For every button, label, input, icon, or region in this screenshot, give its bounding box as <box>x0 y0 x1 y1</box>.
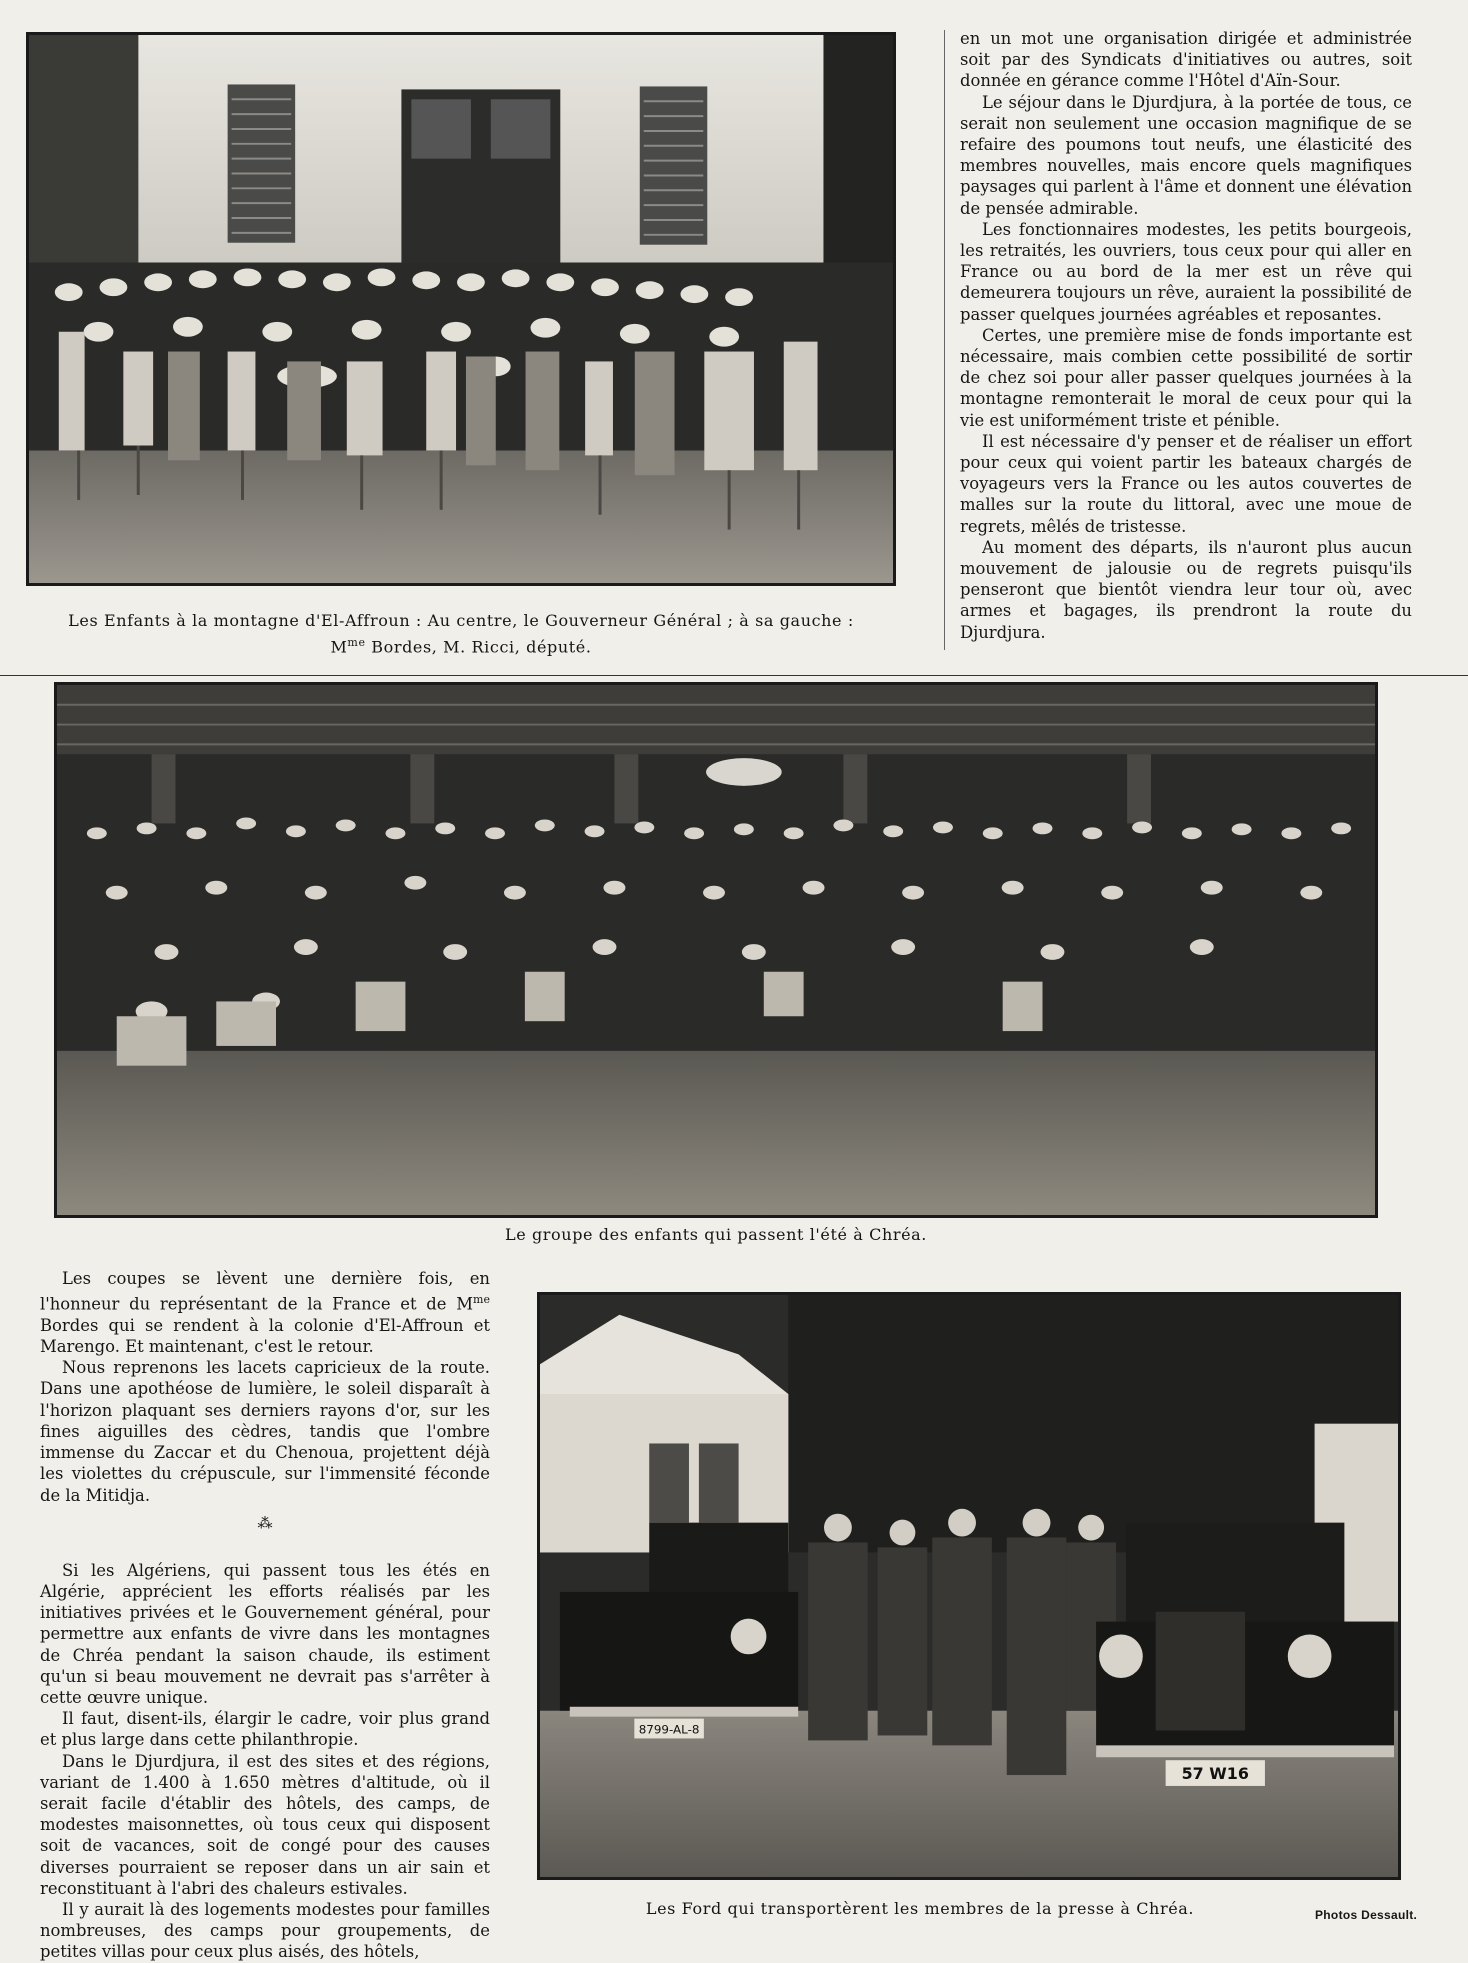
left-paragraph-5: Dans le Djurdjura, il est des sites et des régions, variant de 1.400 à 1.650 mètres d'altitude, où il serait facile d'établir des hôtels, des camps, de modestes maisonnettes, où tous ceux qui disposent soit de vacances, soit de congé pour des causes diverses pourraient se reposer dans un air sain et reconstituant à l'abri des chaleurs estivales. <box>40 1751 490 1898</box>
caption-top-mme-prefix: M <box>330 637 348 657</box>
photo-credit: Photos Dessault. <box>1315 1908 1418 1922</box>
section-rule-top <box>0 675 1468 676</box>
plate-left: 8799-AL-8 <box>638 1722 700 1737</box>
caption-top-line-2 <box>26 632 896 658</box>
caption-top-mme-sup: me <box>347 636 366 649</box>
right-paragraph-1: en un mot une organisation dirigée et administrée soit par des Syndicats d'initiatives ou autres, soit donnée en gérance comme l'Hôtel d'Aïn-Sour. <box>960 29 1412 91</box>
photo-children-el-affroun <box>26 32 896 586</box>
left-paragraph-1-sup: me <box>473 1293 490 1307</box>
left-paragraph-4: Il faut, disent-ils, élargir le cadre, voir plus grand et plus large dans cette philanthropie. <box>40 1709 490 1750</box>
article-left-column <box>40 1268 490 1963</box>
caption-top-photo <box>26 610 896 658</box>
left-paragraph-3: Si les Algériens, qui passent tous les étés en Algérie, apprécient les efforts réalisés par les initiatives privées et le Gouvernement général, pour permettre aux enfants de vivre dans les montagnes de Chréa pendant la saison chaude, ils estiment qu'un si beau mouvement ne devrait pas s'arrêter à cette œuvre unique. <box>40 1560 490 1707</box>
left-paragraph-2: Nous reprenons les lacets capricieux de la route. Dans une apothéose de lumière, le soleil disparaît à l'horizon plaquant ses derniers rayons d'or, sur les fines aiguilles des cèdres, tandis que l'ombre immense du Zaccar et du Chenoua, projettent déjà les violettes du crépuscule, sur l'immensité féconde de la Mitidja. <box>40 1358 490 1505</box>
photo-children-el-affroun-image <box>29 35 893 583</box>
caption-top-names: Bordes, M. Ricci, député. <box>365 637 592 657</box>
right-paragraph-5: Il est nécessaire d'y penser et de réaliser un effort pour ceux qui voient partir les bateaux chargés de voyageurs vers la France ou les autos couvertes de malles sur la route du littoral, avec une moue de regrets, mêlés de tristesse. <box>960 431 1412 536</box>
asterism-separator: ⁂ <box>257 1513 273 1532</box>
right-paragraph-6: Au moment des départs, ils n'auront plus aucun mouvement de jalousie ou de regrets puisqu'ils penseront que bientôt viendra leur tour où, avec armes et bagages, ils prendront la route du Djurdjura. <box>960 537 1412 642</box>
article-right-column <box>960 28 1412 643</box>
photo-ford-cars <box>537 1292 1401 1880</box>
caption-top-line-1: Les Enfants à la montagne d'El-Affroun : Au centre, le Gouverneur Général ; à sa gauche : <box>68 611 854 630</box>
left-paragraph-1-start: Les coupes se lèvent une dernière fois, en l'honneur du représentant de la France et de M <box>40 1269 490 1314</box>
left-paragraph-1-end: Bordes qui se rendent à la colonie d'El-Affroun et Marengo. Et maintenant, c'est le retour. <box>40 1315 490 1357</box>
column-divider-top <box>944 30 945 650</box>
left-paragraph-1 <box>40 1268 490 1357</box>
photo-children-chrea-image <box>57 685 1375 1215</box>
right-paragraph-2: Le séjour dans le Djurdjura, à la portée de tous, ce serait non seulement une occasion magnifique de se refaire des poumons tout neufs, une élasticité des membres nouvelles, mais encore quels magnifiques paysages qui parlent à l'âme et donnent une élévation de pensée admirable. <box>960 92 1412 218</box>
caption-middle-photo: Le groupe des enfants qui passent l'été à Chréa. <box>504 1225 927 1244</box>
right-paragraph-3: Les fonctionnaires modestes, les petits bourgeois, les retraités, les ouvriers, tous ceux pour qui aller en France ou au bord de la mer est un rêve qui demeurera toujours un rêve, auraient la possibilité de passer quelques journées agréables et reposantes. <box>960 219 1412 324</box>
right-paragraph-4: Certes, une première mise de fonds importante est nécessaire, mais combien cette possibilité de sortir de chez soi pour aller passer quelques journées à la montagne remonterait le moral de ceux pour qui la vie est uniformément triste et pénible. <box>960 325 1412 430</box>
caption-bottom-photo: Les Ford qui transportèrent les membres de la presse à Chréa. <box>645 1899 1195 1918</box>
photo-children-chrea <box>54 682 1378 1218</box>
plate-right: 57 W16 <box>1181 1764 1249 1784</box>
left-paragraph-6: Il y aurait là des logements modestes pour familles nombreuses, des camps pour groupements, de petites villas pour ceux plus aisés, des hôtels, <box>40 1899 490 1962</box>
photo-ford-cars-image <box>540 1295 1398 1877</box>
